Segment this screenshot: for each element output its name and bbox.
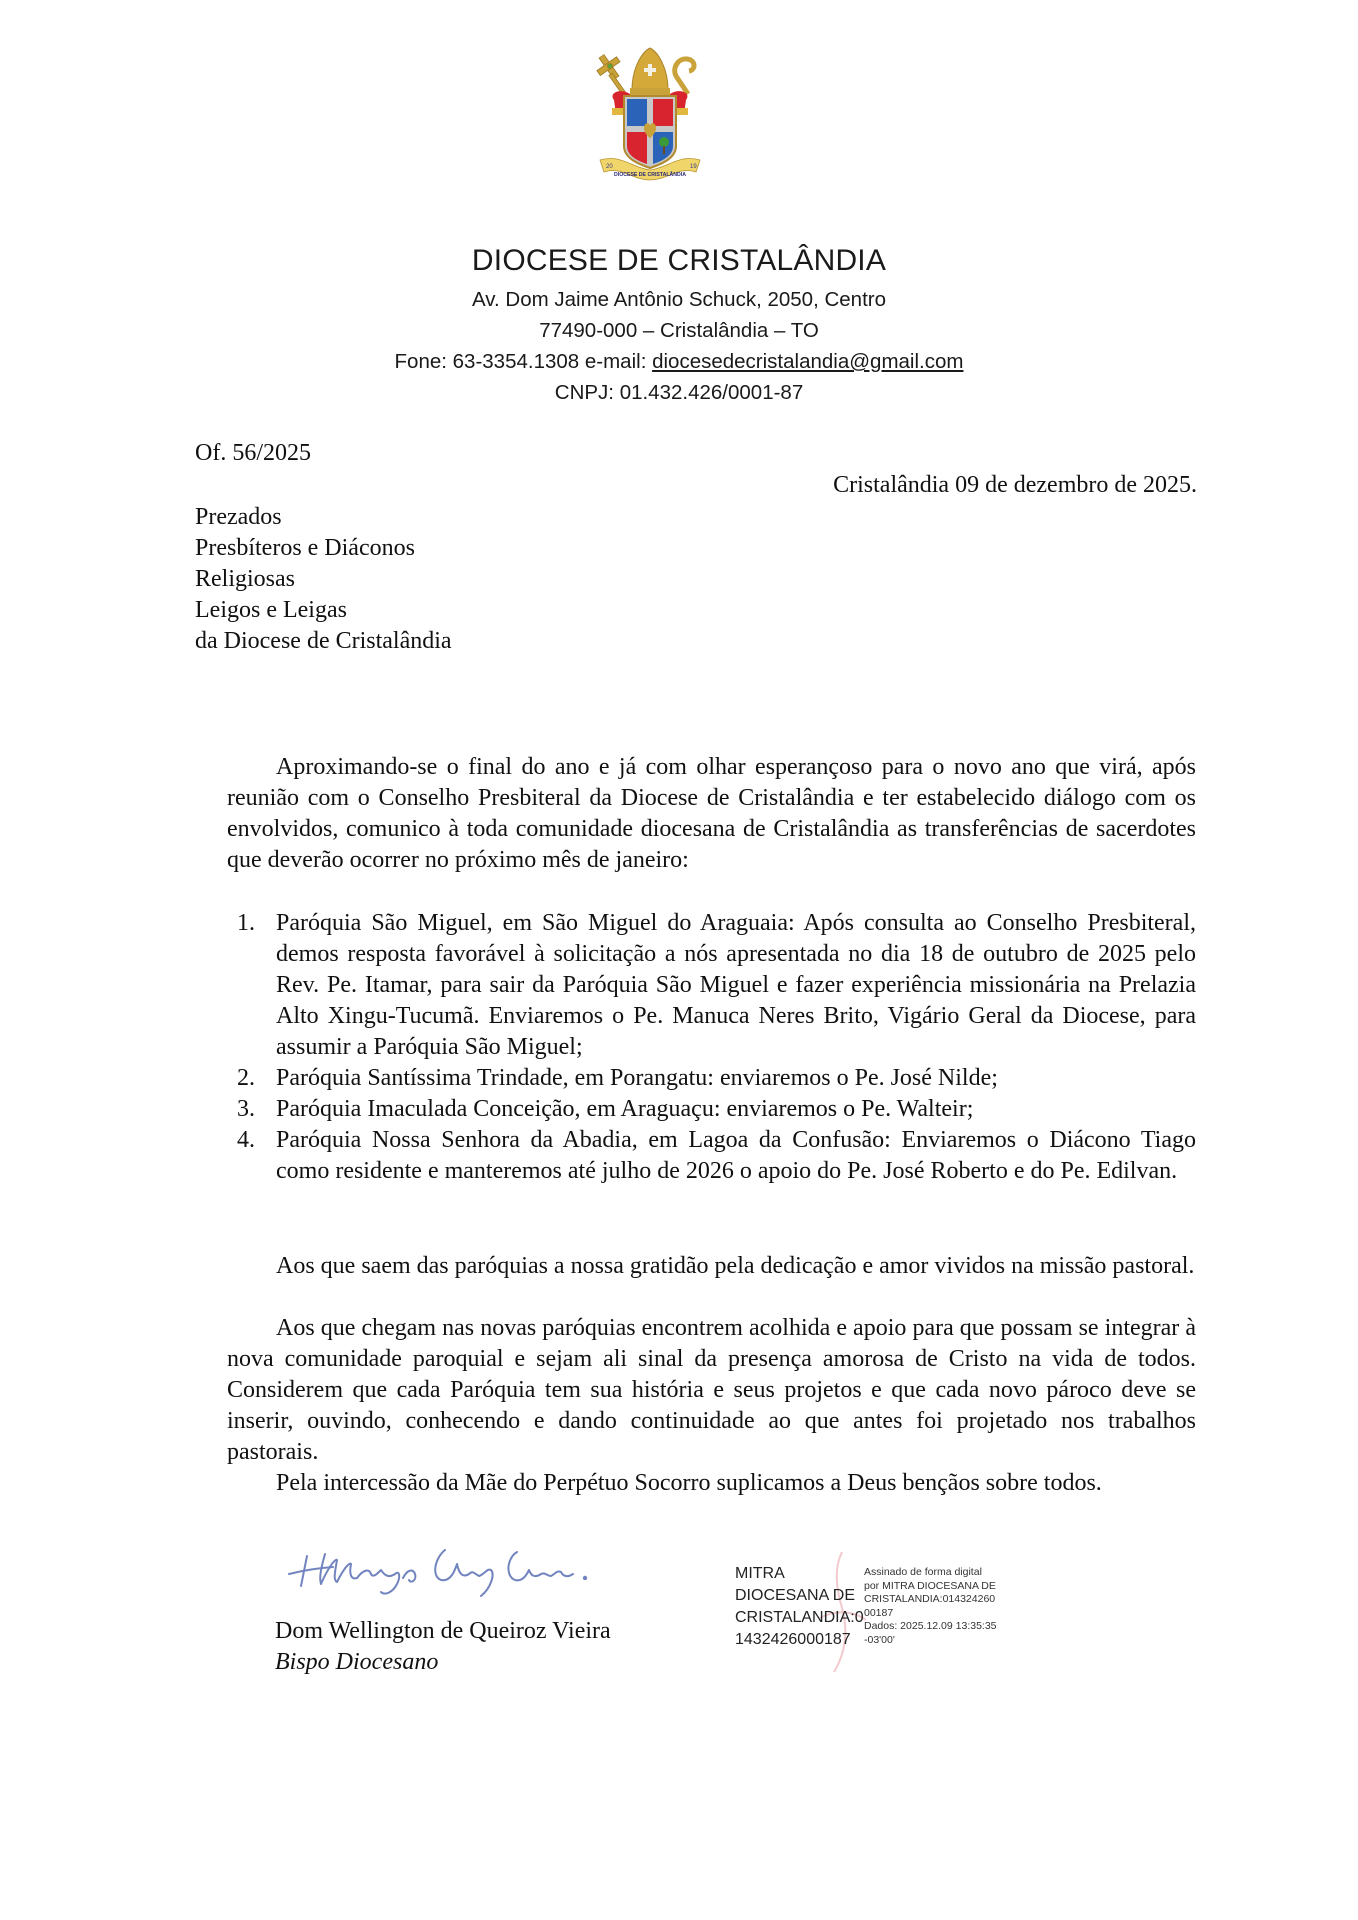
list-item-number: 2.	[237, 1065, 255, 1091]
signature-detail-line: CRISTALANDIA:014324260	[864, 1593, 996, 1605]
handwritten-signature-icon	[285, 1540, 615, 1600]
blessing-text: Pela intercessão da Mãe do Perpétuo Socorro suplicamos a Deus bençãos sobre todos.	[276, 1470, 1102, 1496]
digital-signer-line: DIOCESANA DE	[735, 1587, 856, 1604]
gratitude-paragraph	[227, 1251, 1196, 1282]
gratitude-text: Aos que saem das paróquias a nossa gratidão pela dedicação e amor vividos na missão pastoral.	[276, 1253, 1195, 1279]
signature-detail-line: 00187	[864, 1606, 894, 1619]
list-item	[227, 1125, 1196, 1187]
diocese-cnpj: CNPJ: 01.432.426/0001-87	[554, 381, 804, 404]
document-reference: Of. 56/2025	[195, 440, 311, 466]
welcome-paragraph	[227, 1313, 1196, 1468]
list-item-text: Paróquia Imaculada Conceição, em Araguaçu: enviaremos o Pe. Walteir;	[276, 1096, 974, 1122]
list-item	[227, 1094, 1196, 1125]
salutation-line: Presbíteros e Diáconos	[195, 535, 415, 561]
list-item-text: Paróquia São Miguel, em São Miguel do Araguaia: Após consulta ao Conselho Presbiteral, demos resposta favorável à solicitação a nós apresentada no dia 18 de outubro de 2025 pelo Rev. Pe. Itamar, para sair da Paróquia São Miguel e fazer experiência missionária na Prelazia Alto Xingu-Tucumã. Enviaremos o Pe. Manuca Neres Brito, Vigário Geral da Diocese, para assumir a Paróquia São Miguel;	[276, 910, 1196, 1060]
svg-text:DIOCESE DE CRISTALÂNDIA: DIOCESE DE CRISTALÂNDIA	[614, 172, 686, 178]
list-item-text: Paróquia Nossa Senhora da Abadia, em Lagoa da Confusão: Enviaremos o Diácono Tiago como residente e manteremos até julho de 2026 o apoio do Pe. José Roberto e do Pe. Edilvan.	[276, 1127, 1196, 1184]
welcome-text: Aos que chegam nas novas paróquias encontrem acolhida e apoio para que possam se integrar à nova comunidade paroquial e sejam ali sinal da presença amorosa de Cristo na vida de todos. Considerem que cada Paróquia tem sua história e seus projetos e que cada novo pároco deve se inserir, ouvindo, conhecendo e dando continuidade ao que antes foi projetado nos trabalhos pastorais.	[227, 1315, 1196, 1465]
list-item-number: 1.	[237, 910, 255, 936]
intro-text: Aproximando-se o final do ano e já com olhar esperançoso para o novo ano que virá, após reunião com o Conselho Presbiteral da Diocese de Cristalândia e ter estabelecido diálogo com os envolvidos, comunico à toda comunidade diocesana de Cristalândia as transferências de sacerdotes que deverão ocorrer no próximo mês de janeiro:	[227, 754, 1196, 873]
list-item-number: 3.	[237, 1096, 255, 1122]
signature-detail-line: Dados: 2025.12.09 13:35:35	[864, 1620, 997, 1632]
document-date: Cristalândia 09 de dezembro de 2025.	[833, 472, 1197, 498]
transfers-list	[227, 908, 1196, 1187]
salutation-line: Leigos e Leigas	[195, 597, 347, 623]
phone-label: Fone: 63-3354.1308 e-mail:	[394, 350, 653, 373]
svg-text:19: 19	[690, 164, 697, 170]
salutation-line: Prezados	[195, 504, 282, 530]
digital-signer-line: 1432426000187	[735, 1631, 851, 1648]
signature-detail-line: Assinado de forma digital	[864, 1566, 982, 1578]
diocese-postal-city: 77490-000 – Cristalândia – TO	[539, 319, 819, 342]
list-item	[227, 908, 1196, 1063]
digital-signer-line: CRISTALANDIA:0	[735, 1609, 864, 1626]
digital-signer	[735, 1563, 864, 1651]
diocese-name: DIOCESE DE CRISTALÂNDIA	[471, 244, 887, 277]
diocese-contact	[0, 346, 1358, 377]
diocesan-coat-of-arms-icon	[592, 42, 708, 186]
svg-text:20: 20	[606, 164, 613, 170]
intro-paragraph	[227, 752, 1196, 876]
signer-title: Bispo Diocesano	[275, 1649, 439, 1675]
list-item-number: 4.	[237, 1127, 255, 1153]
salutation-line: Religiosas	[195, 566, 295, 592]
salutation-line: da Diocese de Cristalândia	[195, 628, 452, 654]
digital-signer-line: MITRA	[735, 1565, 785, 1582]
diocese-address: Av. Dom Jaime Antônio Schuck, 2050, Centro	[471, 288, 886, 311]
email-link[interactable]: diocesedecristalandia@gmail.com	[652, 350, 964, 373]
signature-detail-line: -03'00'	[864, 1633, 895, 1646]
signature-detail-line: por MITRA DIOCESANA DE	[864, 1579, 996, 1592]
signer-name: Dom Wellington de Queiroz Vieira	[275, 1618, 611, 1644]
list-item	[227, 1063, 1196, 1094]
list-item-text: Paróquia Santíssima Trindade, em Porangatu: enviaremos o Pe. José Nilde;	[276, 1065, 998, 1091]
digital-signature-details	[864, 1566, 997, 1647]
blessing-paragraph	[227, 1468, 1196, 1499]
salutation	[195, 502, 452, 657]
